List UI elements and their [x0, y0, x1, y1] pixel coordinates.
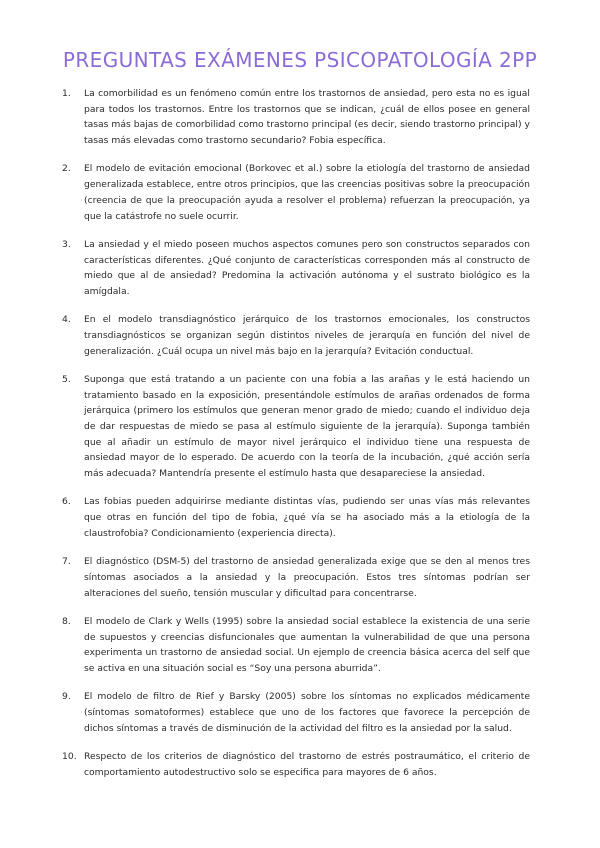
question-number: 9. — [62, 691, 71, 703]
question-item — [62, 749, 530, 780]
question-list — [62, 86, 530, 793]
question-number: 3. — [62, 238, 71, 250]
question-text: Respecto de los criterios de diagnóstico del trastorno de estrés postraumático, el criterio de comportamiento autodestructivo solo se especifica para mayores de 6 años. — [84, 750, 530, 778]
question-item — [62, 614, 530, 677]
question-text: El modelo de evitación emocional (Borkovec et al.) sobre la etiología del trastorno de ansiedad generalizada establece, entre otros principios, que las creencias positivas sobre la preocupación (creencia de que la preocupación ayuda a resolver el problema) refuerzan la preocupación, ya que la catástrofe no suele ocurrir. — [84, 163, 530, 222]
question-item — [62, 312, 530, 359]
question-item — [62, 237, 530, 300]
question-item — [62, 86, 530, 149]
question-number: 4. — [62, 314, 71, 326]
question-text: En el modelo transdiagnóstico jerárquico de los trastornos emocionales, los constructos transdiagnósticos se organizan según distintos niveles de jerarquía en función del nivel de generalización. ¿Cuál ocupa un nivel más bajo en la jerarquía? Evitación conductual. — [84, 314, 530, 357]
question-item — [62, 554, 530, 601]
question-item — [62, 689, 530, 736]
question-number: 7. — [62, 556, 71, 568]
question-number: 10. — [62, 750, 77, 762]
question-text: Las fobias pueden adquirirse mediante distintas vías, pudiendo ser unas vías más relevantes que otras en función del tipo de fobia, ¿qué vía se ha asociado más a la etiología de la claustrofobia? Condicionamiento (experiencia directa). — [84, 496, 530, 539]
question-text: El modelo de filtro de Rief y Barsky (2005) sobre los síntomas no explicados médicamente (síntomas somatoformes) establece que uno de los factores que favorece la percepción de dichos síntomas a través de disminución de la actividad del filtro es la ansiedad por la salud. — [84, 691, 530, 734]
page-title: PREGUNTAS EXÁMENES PSICOPATOLOGÍA 2PP — [62, 48, 538, 72]
question-item — [62, 494, 530, 541]
question-text: Suponga que está tratando a un paciente con una fobia a las arañas y le está haciendo un tratamiento basado en la exposición, presentándole estímulos de arañas ordenados de forma jerárquica (primero los estímulos que generan menor grado de miedo; cuando el individuo deja de dar respuestas de miedo se pasa al estímulo siguiente de la jerarquía). Suponga también que al añadir un estímulo de mayor nivel jerárquico el individuo tiene una respuesta de ansiedad mayor de lo esperado. De acuerdo con la teoría de la incubación, ¿qué acción sería más adecuada? Mantendría presente el estímulo hasta que desapareciese la ansiedad. — [84, 373, 530, 480]
question-text: La ansiedad y el miedo poseen muchos aspectos comunes pero son constructos separados con características diferentes. ¿Qué conjunto de características corresponden más al constructo de miedo que al de ansiedad? Predomina la activación autónoma y el sustrato biológico es la amígdala. — [84, 238, 530, 297]
question-item — [62, 372, 530, 482]
question-number: 6. — [62, 496, 71, 508]
question-number: 1. — [62, 88, 71, 99]
question-item — [62, 161, 530, 224]
question-text: El diagnóstico (DSM-5) del trastorno de ansiedad generalizada exige que se den al menos tres síntomas asociados a la ansiedad y la preocupación. Estos tres síntomas podrían ser alteraciones del sueño, tensión muscular y dificultad para concentrarse. — [84, 556, 530, 599]
question-text: La comorbilidad es un fenómeno común entre los trastornos de ansiedad, pero esta no es igual para todos los trastornos. Entre los trastornos que se indican, ¿cuál de ellos posee en general tasas más bajas de comorbilidad como trastorno principal (es decir, siendo trastorno principal) y tasas más elevadas como trastorno secundario? Fobia específica. — [84, 88, 530, 147]
question-number: 2. — [62, 163, 71, 175]
question-text: El modelo de Clark y Wells (1995) sobre la ansiedad social establece la existencia de una serie de supuestos y creencias disfuncionales que aumentan la vulnerabilidad de que una persona experimenta un trastorno de ansiedad social. Un ejemplo de creencia básica acerca del self que se activa en una situación social es “Soy una persona aburrida”. — [84, 615, 530, 674]
question-number: 8. — [62, 615, 71, 627]
question-number: 5. — [62, 373, 71, 385]
